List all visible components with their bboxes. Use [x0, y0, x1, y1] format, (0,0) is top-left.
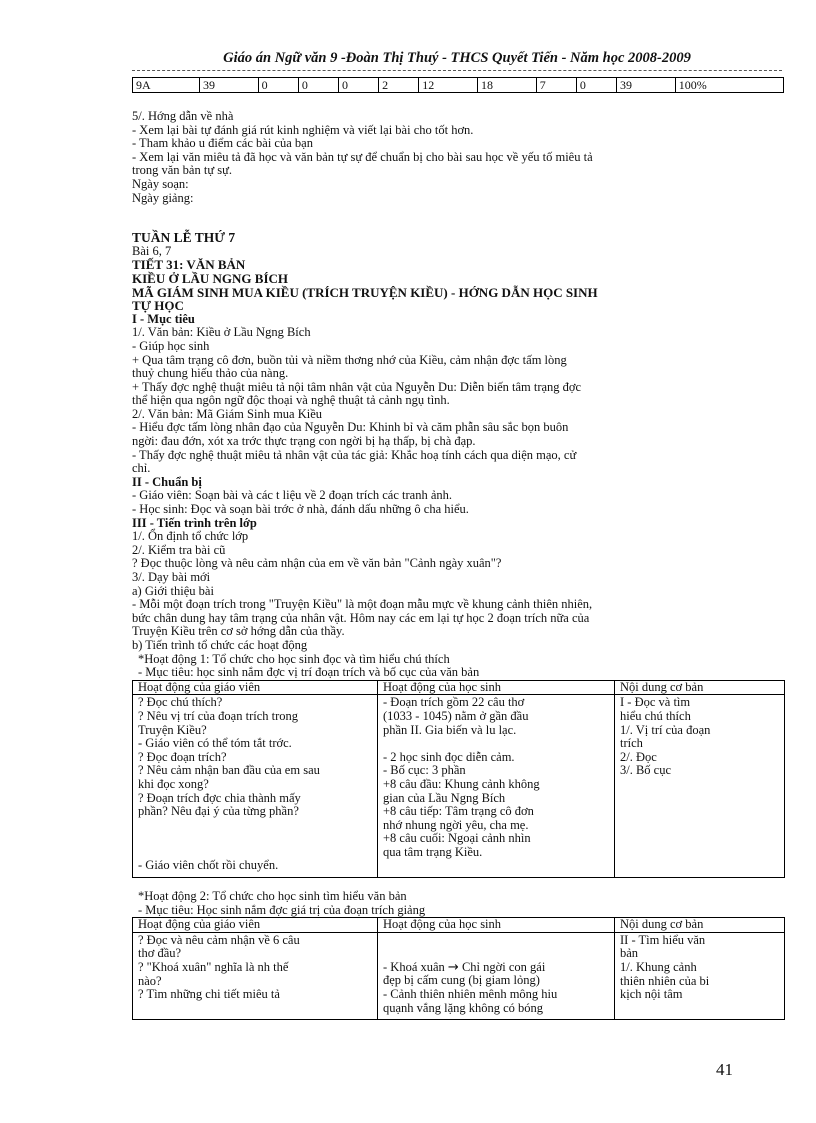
score-cell: 39 [199, 78, 258, 93]
objectives-line: - Hiểu đợc tấm lòng nhân đạo của Nguyễn Du: Khinh bỉ và căm phẫn sâu sắc bọn buôn [132, 420, 569, 435]
activity1-table [132, 680, 785, 878]
procedure-line: a) Giới thiệu bài [132, 583, 214, 598]
column-header: Nội dung cơ bản [615, 680, 785, 695]
objectives-line: - Thấy đợc nghệ thuật miêu tả nhân vật của tác giả: Khắc hoạ tính cách qua diện mạo, cử [132, 447, 577, 462]
activity1-goal: - Mục tiêu: học sinh nắm đợc vị trí đoạn trích và bố cục của văn bản [138, 665, 480, 680]
homework-item: - Xem lại bài tự đánh giá rút kinh nghiệm và viết lại bài cho tốt hơn. [132, 122, 474, 137]
activity2-goal: - Mục tiêu: Học sinh nắm đợc giá trị của đoạn trích giảng [138, 902, 426, 917]
cell-line: đẹp bị cấm cung (bị giam lỏng) [383, 973, 540, 988]
lesson-title-line: KIỀU Ở LẦU NGNG BÍCH [132, 270, 289, 286]
week-title: TUẦN LỄ THỨ 7 [132, 230, 236, 246]
teacher-activity-cell [133, 695, 378, 878]
cell-line: phần II. Gia biến và lu lạc. [383, 722, 517, 737]
cell-line [383, 961, 609, 975]
table-row [133, 932, 785, 1019]
score-cell: 0 [258, 78, 298, 93]
cell-line: qua tâm trạng Kiều. [383, 844, 483, 859]
page-number: 41 [716, 1060, 733, 1079]
cell-line [138, 846, 372, 860]
preparation-line: - Học sinh: Đọc và soạn bài trớc ở nhà, đánh dấu những ô cha hiểu. [132, 502, 469, 517]
score-cell: 7 [536, 78, 576, 93]
cell-line: ? "Khoá xuân" nghĩa là nh thế [138, 960, 289, 975]
cell-line: ? Tìm những chi tiết miêu tả [138, 987, 280, 1002]
homework-item: trong văn bản tự sự. [132, 163, 232, 178]
preparation-heading: II - Chuẩn bị [132, 474, 202, 489]
procedure-line: 2/. Kiểm tra bài cũ [132, 542, 226, 557]
objectives-line: ngời: đau đớn, xót xa trớc thực trạng con ngời bị hạ thấp, bị chà đạp. [132, 434, 476, 449]
score-cell: 0 [298, 78, 338, 93]
cell-line: hiểu chú thích [620, 708, 691, 723]
score-cell: 0 [576, 78, 616, 93]
student-lines [383, 974, 609, 1015]
cell-line: nào? [138, 973, 162, 988]
lesson-title-line: MÃ GIÁM SINH MUA KIỀU (TRÍCH TRUYỆN KIỀU) - HỚNG DẪN HỌC SINH [132, 284, 598, 300]
student-activity-cell [378, 695, 615, 878]
homework-list [132, 124, 772, 178]
cell-line: 3/. Bố cục [620, 763, 672, 778]
lesson-title-line: TỰ HỌC [132, 298, 184, 314]
objectives-line: - Giúp học sinh [132, 338, 210, 353]
column-header: Nội dung cơ bản [615, 918, 785, 933]
cell-line: gian của Lầu Ngng Bích [383, 790, 506, 805]
procedure-line: b) Tiến trình tổ chức các hoạt động [132, 637, 308, 652]
cell-line: trích [620, 736, 643, 751]
activity1-title: *Hoạt động 1: Tổ chức cho học sinh đọc và tìm hiểu chú thích [138, 651, 450, 666]
objectives-line: + Thấy đợc nghệ thuật miêu tả nội tâm nhân vật của Nguyễn Du: Diễn biến tâm trạng đợc [132, 379, 582, 394]
cell-line: - Cảnh thiên nhiên mênh mông hiu [383, 987, 558, 1002]
column-header: Hoạt động của giáo viên [133, 680, 378, 695]
score-cell: 100% [675, 78, 783, 93]
cell-line: (1033 - 1045) nằm ở gần đầu [383, 708, 529, 723]
objectives-line: 2/. Văn bản: Mã Giám Sinh mua Kiều [132, 406, 323, 421]
cell-line: +8 câu cuối: Ngoại cảnh nhìn [383, 831, 531, 846]
procedure-line: bức chân dung hay tâm trạng của nhân vật. Hôm nay các em lại tự học 2 đoạn trích nữa của [132, 610, 590, 625]
lesson-number: Bài 6, 7 [132, 243, 172, 258]
cell-line: thơ đầu? [138, 946, 182, 961]
cell-line: kịch nội tâm [620, 987, 683, 1002]
preparation-line: - Giáo viên: Soạn bài và các t liệu về 2 đoạn trích các tranh ảnh. [132, 488, 453, 503]
preparation-text [132, 489, 772, 516]
score-cell: 18 [477, 78, 536, 93]
cell-line: 2/. Đọc [620, 749, 657, 764]
objectives-line: chỉ. [132, 461, 151, 476]
cell-line: phần? Nêu đại ý của từng phần? [138, 804, 299, 819]
cell-line [383, 737, 609, 751]
date-teach: Ngày giảng: [132, 190, 194, 205]
header-divider [132, 70, 782, 71]
cell-line: thiên nhiên của bi [620, 973, 710, 988]
cell-text: Chỉ ngời con gái [458, 959, 546, 974]
score-row [133, 78, 784, 93]
content-cell [615, 695, 785, 878]
score-cell: 39 [617, 78, 676, 93]
objectives-line: thuỷ chung hiếu thảo của nàng. [132, 366, 289, 381]
table-row [133, 695, 785, 878]
cell-line: II - Tìm hiểu văn [620, 932, 706, 947]
score-table [132, 77, 784, 93]
cell-line: 1/. Vị trí của đoạn [620, 722, 711, 737]
cell-line: - Đoạn trích gồm 22 câu thơ [383, 695, 525, 710]
cell-line: - 2 học sinh đọc diễn cảm. [383, 749, 515, 764]
procedure-line: ? Đọc thuộc lòng và nêu cảm nhận của em về văn bản "Cảnh ngày xuân"? [132, 556, 502, 571]
column-header: Hoạt động của học sinh [378, 918, 615, 933]
cell-line: bản [620, 946, 639, 961]
cell-line: ? Đọc và nêu cảm nhận về 6 câu [138, 932, 300, 947]
cell-spacer [383, 934, 609, 961]
cell-line: ? Đọc chú thích? [138, 695, 223, 710]
cell-line: ? Nêu cảm nhận ban đầu của em sau [138, 763, 320, 778]
objectives-text [132, 326, 772, 476]
procedure-line: Truyện Kiều trên cơ sở hớng dẫn của thầy. [132, 624, 345, 639]
activity2-title: *Hoạt động 2: Tổ chức cho học sinh tìm hiểu văn bản [138, 889, 407, 904]
score-cell: 2 [379, 78, 419, 93]
objectives-line: 1/. Văn bản: Kiều ở Lầu Ngng Bích [132, 325, 311, 340]
cell-line [138, 832, 372, 846]
cell-line: ? Đọc đoạn trích? [138, 749, 227, 764]
cell-line: - Giáo viên có thể tóm tắt trớc. [138, 736, 292, 751]
homework-item: - Xem lại văn miêu tả đã học và văn bản tự sự để chuẩn bị cho bài sau học về yếu tố miêu tả [132, 149, 593, 164]
cell-line: +8 câu đầu: Khung cảnh không [383, 776, 540, 791]
procedure-text [132, 530, 772, 652]
cell-line: khi đọc xong? [138, 776, 209, 791]
objectives-heading: I - Mục tiêu [132, 311, 195, 326]
cell-line: ? Đoạn trích đợc chia thành mấy [138, 790, 301, 805]
cell-line: nhớ nhung ngời yêu, cha mẹ. [383, 817, 529, 832]
table-header-row [133, 918, 785, 933]
homework-item: - Tham khảo u điểm các bài của bạn [132, 136, 313, 151]
content-cell [615, 932, 785, 1019]
table-header-row [133, 680, 785, 695]
score-cell: 12 [419, 78, 478, 93]
student-activity-cell [378, 932, 615, 1019]
score-cell: 0 [338, 78, 378, 93]
cell-line: I - Đọc và tìm [620, 695, 691, 710]
activity2-table [132, 917, 785, 1020]
teacher-activity-cell [133, 932, 378, 1019]
right-arrow-icon: → [447, 959, 459, 975]
cell-line: - Bố cục: 3 phần [383, 763, 466, 778]
procedure-line: 3/. Dạy bài mới [132, 570, 211, 584]
document-body [132, 110, 772, 1020]
cell-text: - Khoá xuân [383, 959, 445, 974]
homework-heading: 5/. Hớng dẫn về nhà [132, 109, 234, 123]
procedure-line: - Mỗi một đoạn trích trong "Truyện Kiều" là một đoạn mẫu mực về khung cảnh thiên nhiên, [132, 597, 593, 612]
page-header: Giáo án Ngữ văn 9 -Đoàn Thị Thuý - THCS Quyết Tiến - Năm học 2008-2009 [223, 50, 691, 66]
column-header: Hoạt động của giáo viên [133, 918, 378, 933]
cell-line: +8 câu tiếp: Tâm trạng cô đơn [383, 804, 534, 819]
procedure-line: 1/. Ổn định tổ chức lớp [132, 529, 249, 544]
date-prep: Ngày soạn: [132, 176, 189, 191]
cell-line: 1/. Khung cảnh [620, 960, 697, 975]
cell-line: ? Nêu vị trí của đoạn trích trong [138, 708, 299, 723]
objectives-line: + Qua tâm trạng cô đơn, buồn tủi và niềm thơng nhớ của Kiều, cảm nhận đợc tấm lòng [132, 352, 567, 367]
column-header: Hoạt động của học sinh [378, 680, 615, 695]
cell-line [138, 819, 372, 833]
procedure-heading: III - Tiến trình trên lớp [132, 515, 257, 530]
cell-line: Truyện Kiều? [138, 722, 207, 737]
lesson-title-line: TIẾT 31: VĂN BẢN [132, 257, 246, 273]
score-cell: 9A [133, 78, 200, 93]
objectives-line: thể hiện qua ngôn ngữ độc thoại và nghệ thuật tả cảnh ngụ tình. [132, 393, 450, 408]
cell-line: - Giáo viên chốt rồi chuyển. [138, 858, 279, 873]
cell-line: quạnh vắng lặng không có bóng [383, 1000, 544, 1015]
